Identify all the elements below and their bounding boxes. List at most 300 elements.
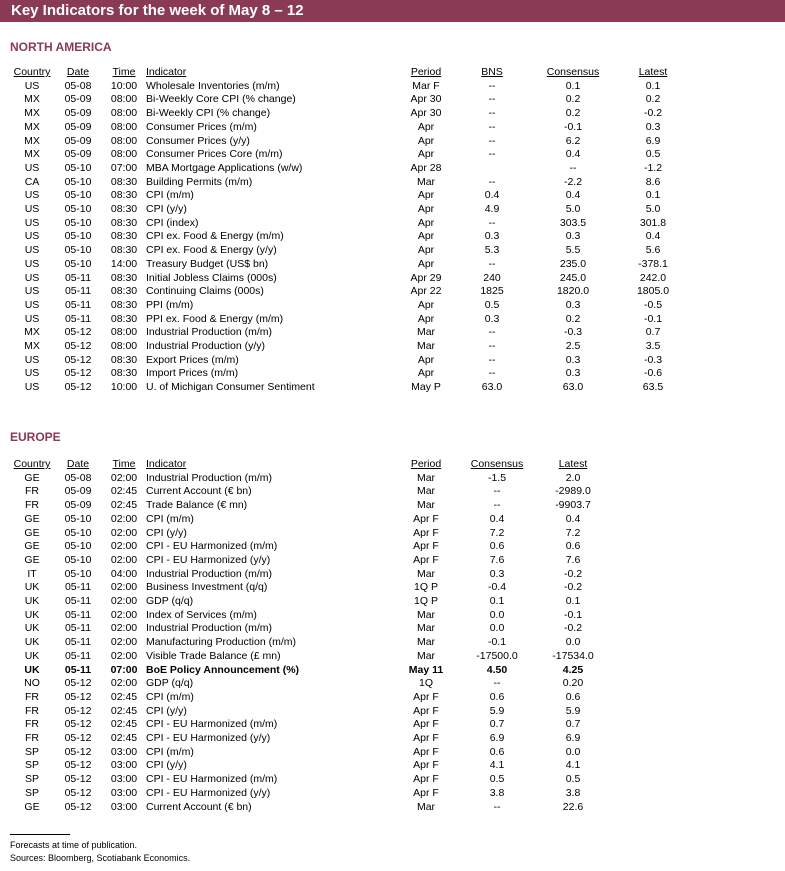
table-row xyxy=(10,217,688,231)
table-cell: Mar xyxy=(416,175,436,188)
table-cell: Apr F xyxy=(413,540,439,553)
table-cell: Apr xyxy=(417,230,435,243)
table-cell: Mar xyxy=(416,471,436,484)
table-row xyxy=(10,121,688,135)
table-cell: 6.9 xyxy=(645,134,661,147)
table-cell: Apr F xyxy=(413,690,439,703)
table-cell: -- xyxy=(493,485,501,498)
table-cell: -- xyxy=(488,340,496,353)
table-cell: 05-10 xyxy=(64,203,92,216)
table-cell: Mar xyxy=(416,608,436,621)
table-cell: 0.0 xyxy=(489,622,505,635)
table-cell: 0.4 xyxy=(565,148,581,161)
table-cell: Consumer Prices Core (m/m) xyxy=(146,148,283,161)
table-cell: -- xyxy=(488,107,496,120)
table-cell: CPI ex. Food & Energy (y/y) xyxy=(146,244,277,257)
table-cell: Treasury Budget (US$ bn) xyxy=(146,257,269,270)
table-cell: -0.6 xyxy=(643,367,663,380)
table-cell: May 11 xyxy=(408,663,444,676)
column-header: Period xyxy=(410,66,442,78)
table-cell: 0.0 xyxy=(565,636,581,649)
table-cell: 05-11 xyxy=(64,622,92,635)
table-row xyxy=(10,759,608,773)
table-cell: GE xyxy=(24,540,40,553)
table-cell: FR xyxy=(25,704,39,717)
table-cell: Mar xyxy=(416,326,436,339)
table-cell: 02:45 xyxy=(110,499,138,512)
table-cell: 05-08 xyxy=(64,79,92,92)
table-cell: 08:30 xyxy=(110,298,138,311)
table-cell: 07:00 xyxy=(110,161,138,174)
column-header: Indicator xyxy=(146,458,187,470)
table-row xyxy=(10,285,688,299)
table-cell: SP xyxy=(24,773,39,786)
table-cell: -- xyxy=(488,257,496,270)
table-row xyxy=(10,176,688,190)
table-row xyxy=(10,650,608,664)
table-cell: 0.0 xyxy=(489,608,505,621)
table-cell: GE xyxy=(24,512,40,525)
table-cell: MX xyxy=(24,107,40,120)
table-cell: -0.1 xyxy=(563,120,583,133)
table-cell: 0.6 xyxy=(489,540,505,553)
table-row xyxy=(10,299,688,313)
table-cell: 03:00 xyxy=(110,800,138,813)
table-cell: SP xyxy=(24,759,39,772)
table-cell: Apr 22 xyxy=(410,285,442,298)
table-row xyxy=(10,93,688,107)
table-cell: 7.2 xyxy=(565,526,581,539)
table-row xyxy=(10,107,688,121)
table-cell: -17534.0 xyxy=(552,649,594,662)
column-header: Indicator xyxy=(146,66,187,78)
table-cell: US xyxy=(24,257,40,270)
table-cell: 05-10 xyxy=(64,567,92,580)
table-cell: FR xyxy=(25,499,39,512)
table-cell: Mar xyxy=(416,485,436,498)
table-cell: Apr F xyxy=(413,553,439,566)
table-cell: 1825 xyxy=(480,285,504,298)
table-cell: 2.5 xyxy=(565,340,581,353)
table-cell: 5.3 xyxy=(484,244,500,257)
table-cell: US xyxy=(24,203,40,216)
table-row xyxy=(10,732,608,746)
table-cell: 0.5 xyxy=(484,298,500,311)
table-row xyxy=(10,326,688,340)
table-cell: 08:30 xyxy=(110,353,138,366)
table-cell: 05-10 xyxy=(64,216,92,229)
column-header: Period xyxy=(410,458,442,470)
table-cell: CPI (y/y) xyxy=(146,704,187,717)
table-row xyxy=(10,272,688,286)
table-cell: 05-12 xyxy=(64,786,92,799)
table-cell: US xyxy=(24,285,40,298)
table-cell: Mar xyxy=(416,800,436,813)
table-cell: -- xyxy=(488,175,496,188)
table-cell: -0.3 xyxy=(643,353,663,366)
table-cell: Apr F xyxy=(413,704,439,717)
table-cell: 0.6 xyxy=(565,540,581,553)
table-cell: US xyxy=(24,79,40,92)
column-header: Country xyxy=(13,458,51,470)
table-cell: 08:00 xyxy=(110,107,138,120)
table-cell: 0.6 xyxy=(489,690,505,703)
table-cell: 05-12 xyxy=(64,677,92,690)
table-cell: 02:45 xyxy=(110,732,138,745)
table-cell: 0.2 xyxy=(565,93,581,106)
table-cell: 07:00 xyxy=(110,663,138,676)
table-cell: 0.3 xyxy=(565,367,581,380)
section-heading-europe: EUROPE xyxy=(10,430,61,444)
table-cell: 0.0 xyxy=(565,745,581,758)
table-cell: Apr 30 xyxy=(410,107,442,120)
table-cell: 1805.0 xyxy=(636,285,670,298)
table-cell: 02:00 xyxy=(110,471,138,484)
table-cell: 03:00 xyxy=(110,786,138,799)
table-row xyxy=(10,513,608,527)
table-cell: Apr F xyxy=(413,759,439,772)
table-row xyxy=(10,691,608,705)
table-cell: Apr F xyxy=(413,512,439,525)
table-cell: 4.1 xyxy=(489,759,505,772)
table-cell: May P xyxy=(411,381,441,394)
table-row xyxy=(10,340,688,354)
table-cell: Industrial Production (m/m) xyxy=(146,471,273,484)
table-cell: Bi-Weekly Core CPI (% change) xyxy=(146,93,296,106)
table-cell: 08:30 xyxy=(110,230,138,243)
table-cell: 3.8 xyxy=(489,786,505,799)
table-cell: 2.0 xyxy=(565,471,581,484)
table-cell: 02:45 xyxy=(110,718,138,731)
table-cell: -2.2 xyxy=(563,175,583,188)
table-cell: Index of Services (m/m) xyxy=(146,608,257,621)
table-cell: 303.5 xyxy=(559,216,587,229)
table-cell: FR xyxy=(25,690,39,703)
table-cell: 02:00 xyxy=(110,636,138,649)
table-cell: GE xyxy=(24,800,40,813)
table-cell: 0.5 xyxy=(565,773,581,786)
table-row xyxy=(10,568,608,582)
table-cell: 0.20 xyxy=(562,677,584,690)
table-cell: 02:00 xyxy=(110,581,138,594)
table-cell: Apr xyxy=(417,216,435,229)
table-cell: Mar F xyxy=(412,79,440,92)
europe-table xyxy=(10,458,608,814)
table-cell: Bi-Weekly CPI (% change) xyxy=(146,107,271,120)
table-cell: Apr F xyxy=(413,718,439,731)
table-row xyxy=(10,540,608,554)
table-row xyxy=(10,354,688,368)
table-cell: US xyxy=(24,298,40,311)
column-header: Time xyxy=(112,66,136,78)
table-cell: 5.0 xyxy=(565,203,581,216)
column-header: BNS xyxy=(481,66,503,78)
table-cell: GE xyxy=(24,553,40,566)
table-cell: 08:00 xyxy=(110,134,138,147)
table-cell: 0.4 xyxy=(489,512,505,525)
table-cell: 08:30 xyxy=(110,312,138,325)
column-header: Time xyxy=(112,458,136,470)
table-cell: 05-12 xyxy=(64,326,92,339)
table-cell: 0.3 xyxy=(565,230,581,243)
table-cell: 8.6 xyxy=(645,175,661,188)
table-cell: 0.3 xyxy=(484,312,500,325)
table-cell: 0.2 xyxy=(565,107,581,120)
table-cell: 4.1 xyxy=(565,759,581,772)
table-cell: 05-09 xyxy=(64,485,92,498)
table-cell: CPI (m/m) xyxy=(146,189,194,202)
table-cell: 08:00 xyxy=(110,148,138,161)
table-cell: US xyxy=(24,381,40,394)
table-cell: 02:00 xyxy=(110,608,138,621)
table-cell: 0.6 xyxy=(565,690,581,703)
table-cell: Building Permits (m/m) xyxy=(146,175,253,188)
table-cell: 05-11 xyxy=(64,595,92,608)
table-cell: Consumer Prices (m/m) xyxy=(146,120,257,133)
table-cell: 03:00 xyxy=(110,759,138,772)
table-cell: 1Q xyxy=(418,677,433,690)
table-cell: UK xyxy=(24,636,40,649)
table-row xyxy=(10,258,688,272)
table-cell: 05-12 xyxy=(64,732,92,745)
table-cell: Visible Trade Balance (£ mn) xyxy=(146,649,281,662)
table-cell: Manufacturing Production (m/m) xyxy=(146,636,296,649)
table-cell: 7.6 xyxy=(565,553,581,566)
table-cell: -0.1 xyxy=(643,312,663,325)
table-cell: 05-10 xyxy=(64,526,92,539)
column-header: Country xyxy=(13,66,51,78)
table-cell: 63.0 xyxy=(562,381,584,394)
table-cell: -- xyxy=(488,326,496,339)
table-cell: -- xyxy=(488,353,496,366)
table-cell: 0.3 xyxy=(489,567,505,580)
table-row xyxy=(10,148,688,162)
table-cell: -0.4 xyxy=(487,581,507,594)
table-cell: Apr xyxy=(417,148,435,161)
table-cell: CPI (y/y) xyxy=(146,526,187,539)
table-cell: 22.6 xyxy=(562,800,584,813)
table-cell: 0.1 xyxy=(645,79,661,92)
table-cell: 05-11 xyxy=(64,285,92,298)
table-cell: US xyxy=(24,216,40,229)
table-cell: 08:30 xyxy=(110,216,138,229)
table-cell: Mar xyxy=(416,636,436,649)
table-cell: 4.25 xyxy=(562,663,584,676)
table-cell: 0.1 xyxy=(645,189,661,202)
table-cell: 05-10 xyxy=(64,553,92,566)
table-cell: 08:30 xyxy=(110,189,138,202)
table-cell: Import Prices (m/m) xyxy=(146,367,239,380)
table-cell: -- xyxy=(569,161,577,174)
table-cell: 1820.0 xyxy=(556,285,590,298)
table-cell: 02:00 xyxy=(110,540,138,553)
table-cell: 05-09 xyxy=(64,148,92,161)
table-cell: CPI (m/m) xyxy=(146,512,194,525)
table-cell: 05-09 xyxy=(64,120,92,133)
table-cell: MX xyxy=(24,326,40,339)
table-cell: 63.0 xyxy=(481,381,503,394)
table-cell: Export Prices (m/m) xyxy=(146,353,239,366)
table-cell: 6.2 xyxy=(565,134,581,147)
table-cell: GE xyxy=(24,526,40,539)
table-cell: 02:00 xyxy=(110,677,138,690)
table-cell: 08:00 xyxy=(110,93,138,106)
footnote-divider xyxy=(10,834,70,835)
table-cell: -- xyxy=(488,367,496,380)
table-cell: 6.9 xyxy=(489,732,505,745)
table-cell: US xyxy=(24,230,40,243)
table-row xyxy=(10,527,608,541)
table-cell: Wholesale Inventories (m/m) xyxy=(146,79,280,92)
table-cell: BoE Policy Announcement (%) xyxy=(146,663,300,676)
table-cell: 04:00 xyxy=(110,567,138,580)
table-cell: 0.3 xyxy=(484,230,500,243)
table-cell: 10:00 xyxy=(110,381,138,394)
table-cell: 05-09 xyxy=(64,499,92,512)
table-cell: 05-11 xyxy=(64,663,92,676)
table-cell: 05-12 xyxy=(64,759,92,772)
table-cell: IT xyxy=(27,567,37,580)
table-cell: 0.1 xyxy=(489,595,505,608)
table-cell: MX xyxy=(24,120,40,133)
table-cell: -- xyxy=(488,79,496,92)
table-cell: 5.9 xyxy=(489,704,505,717)
table-row xyxy=(10,80,688,94)
table-cell: -0.1 xyxy=(487,636,507,649)
table-cell: MBA Mortgage Applications (w/w) xyxy=(146,161,303,174)
table-cell: Mar xyxy=(416,649,436,662)
table-cell: Initial Jobless Claims (000s) xyxy=(146,271,277,284)
table-row xyxy=(10,244,688,258)
table-cell: 02:00 xyxy=(110,512,138,525)
table-cell: 02:00 xyxy=(110,649,138,662)
table-cell: UK xyxy=(24,581,40,594)
table-cell: -0.3 xyxy=(563,326,583,339)
table-cell: 08:30 xyxy=(110,271,138,284)
table-cell: CA xyxy=(24,175,40,188)
table-cell: FR xyxy=(25,485,39,498)
table-cell: 0.5 xyxy=(489,773,505,786)
table-cell: Apr F xyxy=(413,745,439,758)
table-cell: 08:30 xyxy=(110,244,138,257)
table-cell: 0.4 xyxy=(484,189,500,202)
table-cell: -0.1 xyxy=(563,608,583,621)
table-cell: Apr xyxy=(417,134,435,147)
table-cell: Apr xyxy=(417,189,435,202)
table-cell: UK xyxy=(24,649,40,662)
table-cell: 0.1 xyxy=(565,79,581,92)
table-cell: 05-09 xyxy=(64,93,92,106)
table-cell: CPI ex. Food & Energy (m/m) xyxy=(146,230,284,243)
table-cell: -9903.7 xyxy=(555,499,591,512)
table-cell: -- xyxy=(488,216,496,229)
table-cell: Apr xyxy=(417,312,435,325)
table-cell: CPI - EU Harmonized (y/y) xyxy=(146,786,271,799)
table-cell: 63.5 xyxy=(642,381,664,394)
table-cell: GE xyxy=(24,471,40,484)
table-cell: Apr xyxy=(417,203,435,216)
table-cell: Industrial Production (m/m) xyxy=(146,622,273,635)
table-cell: 14:00 xyxy=(110,257,138,270)
table-row xyxy=(10,135,688,149)
table-cell: CPI (m/m) xyxy=(146,745,194,758)
table-cell: Trade Balance (€ mn) xyxy=(146,499,248,512)
table-cell: Industrial Production (y/y) xyxy=(146,340,266,353)
table-cell: 3.8 xyxy=(565,786,581,799)
table-cell: Apr 28 xyxy=(410,161,442,174)
table-cell: Business Investment (q/q) xyxy=(146,581,268,594)
table-row xyxy=(10,718,608,732)
table-cell: UK xyxy=(24,663,40,676)
table-cell: -- xyxy=(493,677,501,690)
table-cell: 05-10 xyxy=(64,230,92,243)
table-cell: 0.4 xyxy=(565,512,581,525)
table-cell: 02:45 xyxy=(110,690,138,703)
north-america-table xyxy=(10,66,688,395)
column-header: Consensus xyxy=(546,66,600,78)
table-cell: Current Account (€ bn) xyxy=(146,485,252,498)
table-cell: Mar xyxy=(416,622,436,635)
column-header: Latest xyxy=(558,458,588,470)
table-row xyxy=(10,677,608,691)
table-cell: 02:45 xyxy=(110,704,138,717)
table-cell: 05-12 xyxy=(64,718,92,731)
table-cell: 5.0 xyxy=(645,203,661,216)
table-cell: 05-12 xyxy=(64,353,92,366)
table-cell: Industrial Production (m/m) xyxy=(146,567,273,580)
table-cell: 235.0 xyxy=(559,257,587,270)
column-header: Latest xyxy=(638,66,668,78)
table-row xyxy=(10,499,608,513)
table-cell: Apr F xyxy=(413,773,439,786)
table-header-row xyxy=(10,66,688,80)
table-cell: MX xyxy=(24,340,40,353)
table-cell: 3.5 xyxy=(645,340,661,353)
table-cell: 05-12 xyxy=(64,340,92,353)
table-cell: 05-10 xyxy=(64,161,92,174)
table-cell: 08:00 xyxy=(110,326,138,339)
table-cell: 05-12 xyxy=(64,800,92,813)
column-header: Consensus xyxy=(470,458,524,470)
table-cell: 08:30 xyxy=(110,285,138,298)
table-row xyxy=(10,367,688,381)
table-cell: 0.2 xyxy=(565,312,581,325)
table-cell: 05-11 xyxy=(64,608,92,621)
table-cell: CPI - EU Harmonized (m/m) xyxy=(146,773,278,786)
table-cell: 0.2 xyxy=(645,93,661,106)
table-cell: 0.3 xyxy=(645,120,661,133)
table-cell: 05-11 xyxy=(64,649,92,662)
table-cell: 0.3 xyxy=(565,353,581,366)
table-row xyxy=(10,485,608,499)
table-row xyxy=(10,801,608,815)
table-cell: -- xyxy=(493,499,501,512)
table-cell: 0.4 xyxy=(565,189,581,202)
table-cell: NO xyxy=(24,677,40,690)
table-cell: CPI - EU Harmonized (m/m) xyxy=(146,540,278,553)
table-cell: 0.7 xyxy=(645,326,661,339)
table-cell: UK xyxy=(24,595,40,608)
table-cell: 5.6 xyxy=(645,244,661,257)
table-cell: Apr xyxy=(417,257,435,270)
table-cell: Industrial Production (m/m) xyxy=(146,326,273,339)
table-cell: Mar xyxy=(416,499,436,512)
table-cell: Apr F xyxy=(413,732,439,745)
table-cell: GDP (q/q) xyxy=(146,677,194,690)
table-cell: FR xyxy=(25,718,39,731)
table-cell: UK xyxy=(24,622,40,635)
table-row xyxy=(10,230,688,244)
